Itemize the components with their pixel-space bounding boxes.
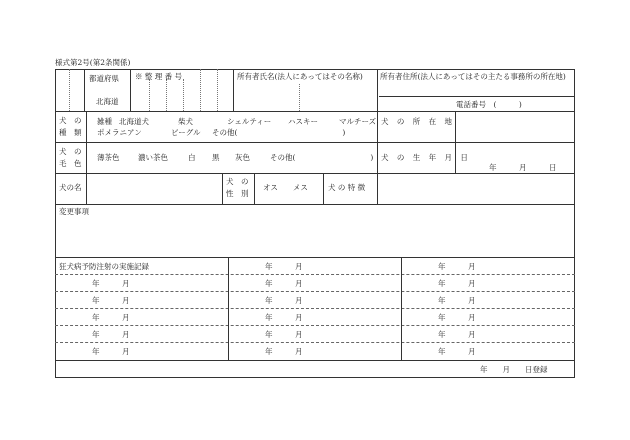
vaccination-date: 年 月 [265,296,303,305]
vaccination-row-divider [55,325,575,326]
registration-form [55,69,575,378]
owner-address-label: 所有者住所(法人にあってはその主たる事務所の所在地) [380,72,566,81]
vaccination-date: 年 月 [438,347,476,356]
coat-label: 犬 の [59,147,82,156]
vaccination-date: 年 月 [438,330,476,339]
breed-option: その他( ) [212,128,346,137]
form-title: 様式第2号(第2条関係) [55,58,131,67]
vaccination-date: 年 月 [265,262,303,271]
breed-option: ハスキー [288,117,318,126]
coat-option: 薄茶色 [97,153,120,162]
prefecture-label: 都道府県 [89,74,119,83]
breed-label: 種 類 [59,128,82,137]
vaccination-col-divider [401,257,402,360]
birthdate-label: 犬 の 生 年 月 日 [381,153,471,162]
prefecture-value: 北海道 [96,97,119,106]
vaccination-date: 年 月 [438,313,476,322]
breed-option: ビーグル [171,128,201,137]
dog-location-label: 犬 の 所 在 地 [381,117,456,126]
coat-option: 黒 [212,153,220,162]
vaccination-date: 年 月 [265,313,303,322]
owner-name-label: 所有者氏名(法人にあってはその名称) [237,72,363,81]
changes-label: 変更事項 [59,207,89,216]
vaccination-date: 年 月 [265,279,303,288]
vaccination-col-divider [228,257,229,360]
col-divider [323,173,324,204]
row-divider [55,142,575,143]
vaccination-date: 年 月 [92,279,130,288]
row-divider [55,257,575,258]
vaccination-row-divider [55,342,575,343]
breed-option: 北海道犬 [119,117,149,126]
reg-number-label: ※ 整 理 番 号 [135,72,183,81]
col-divider [222,173,223,204]
col-divider [86,111,87,204]
reg-number-box-line [149,79,150,111]
breed-option: ポメラニアン [97,128,142,137]
reg-number-box-line [217,69,218,111]
row-divider [55,360,575,361]
owner-name-box-line [299,84,300,111]
sex-label: 性 別 [226,189,249,198]
vaccination-date: 年 月 [438,296,476,305]
col-divider [84,69,85,111]
coat-option: その他( ) [270,153,374,162]
vaccination-date: 年 月 [438,262,476,271]
col-divider [455,111,456,173]
sex-label: 犬 の [226,177,249,186]
vaccination-date: 年 月 [92,330,130,339]
vaccination-date: 年 月 [265,330,303,339]
header-inner-line [379,96,575,97]
features-label: 犬 の 特 徴 [328,183,366,192]
coat-label: 毛 色 [59,159,82,168]
breed-option: 雑種 [97,117,112,126]
row-divider [55,173,575,174]
col-divider [130,69,131,111]
coat-option: 白 [188,153,196,162]
col-divider [377,111,378,173]
breed-label: 犬 の [59,116,82,125]
reg-number-box-line [200,69,201,111]
vaccination-row-divider [55,274,575,275]
coat-option: 灰色 [235,153,250,162]
col-divider [233,69,234,111]
vaccination-date: 年 月 [265,347,303,356]
breed-option: マルチーズ [339,117,377,126]
col-divider [377,173,378,204]
vaccination-label: 狂犬病予防注射の実施記録 [59,262,149,271]
col-divider [254,173,255,204]
dog-name-label: 犬の名 [59,183,82,192]
prefecture-box-line [69,69,70,111]
vaccination-date: 年 月 [92,313,130,322]
row-divider [55,204,575,205]
breed-option: 柴犬 [178,117,193,126]
phone-label: 電話番号 ( ) [456,100,522,109]
vaccination-date: 年 月 [438,279,476,288]
birthdate-placeholder: 年 月 日 [489,163,557,172]
row-divider [55,111,575,112]
vaccination-date: 年 月 [92,296,130,305]
reg-number-box-line [183,79,184,111]
vaccination-row-divider [55,291,575,292]
breed-option: シェルティー [227,117,272,126]
registration-date: 年 月 日登録 [480,365,548,374]
col-divider [377,69,378,111]
reg-number-box-line [166,79,167,111]
vaccination-row-divider [55,308,575,309]
sex-options: オス メス [263,183,308,192]
coat-option: 濃い茶色 [138,153,168,162]
vaccination-date: 年 月 [92,347,130,356]
